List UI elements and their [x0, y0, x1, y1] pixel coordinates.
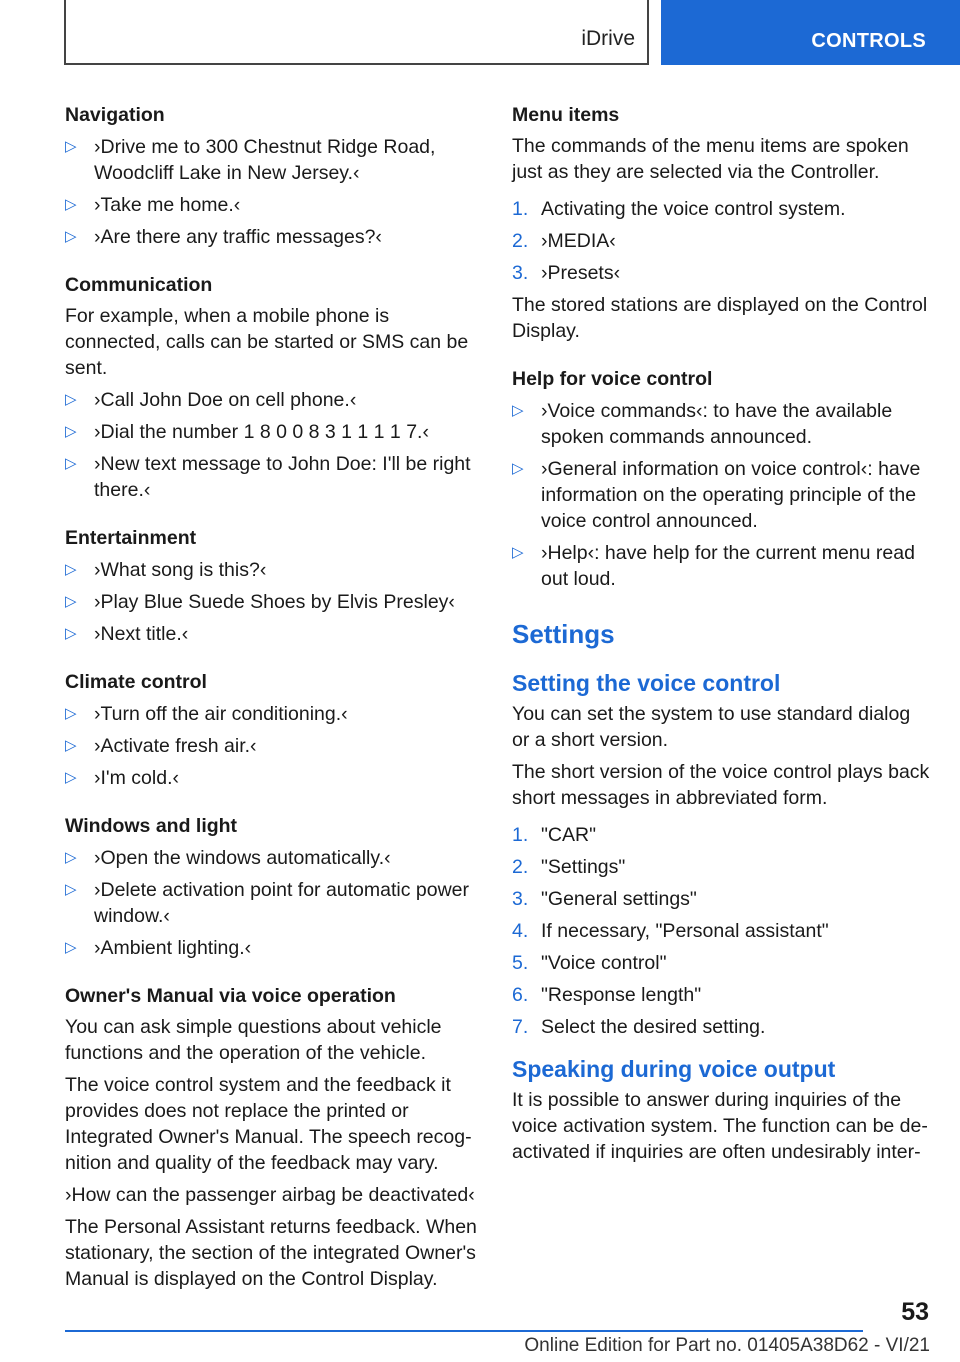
climate-heading: Climate control	[65, 671, 207, 693]
speaking-heading: Speaking during voice output	[512, 1056, 836, 1082]
help-heading: Help for voice control	[512, 368, 713, 390]
list-item: ▷ ›Dial the number 1 8 0 0 8 3 1 1 1 1 7.‹	[65, 419, 485, 445]
list-item: ▷ ›Activate fresh air.‹	[65, 733, 485, 759]
list-item	[512, 228, 930, 254]
settings-paragraph: You can set the system to use standard dialog or a short version.	[512, 703, 911, 751]
list-item: ▷ ›Ambient lighting.‹	[65, 935, 485, 961]
step-number: 1.	[512, 198, 529, 220]
communication-text: For example, when a mobile phone is connected, calls can be started or SMS can be sent.	[65, 305, 469, 379]
list-item: ▷ ›New text message to John Doe: I'll be right there.‹	[65, 451, 485, 503]
list-item: ▷ ›Next title.‹	[65, 621, 485, 647]
step-text: "Voice control"	[541, 952, 667, 974]
manual-paragraph: You can ask simple questions about vehicle functions and the operation of the vehicle.	[65, 1016, 442, 1064]
settings-paragraph: The short version of the voice control plays back short messages in abbreviated form.	[512, 761, 930, 809]
footer-edition: Online Edition for Part no. 01405A38D62 - VI/21	[524, 1335, 930, 1356]
header-chapter-title: CONTROLS	[811, 30, 926, 52]
list-item	[512, 918, 930, 944]
list-item	[512, 822, 930, 848]
list-item	[512, 886, 930, 912]
manual-example-command: ›How can the passenger airbag be deactivated‹	[65, 1184, 475, 1206]
list-item: ▷ ›Voice commands‹: to have the available spoken commands announced.	[512, 398, 930, 450]
step-text: If necessary, "Personal assistant"	[541, 920, 829, 942]
step-number: 1.	[512, 824, 529, 846]
manual-paragraph: The Personal Assistant returns feedback. When stationary, the section of the integrated Owner's Manual is displayed on the Control Display.	[65, 1216, 477, 1290]
navigation-heading: Navigation	[65, 104, 165, 126]
list-item: ▷ ›Are there any traffic messages?‹	[65, 224, 485, 250]
list-item	[512, 1014, 930, 1040]
step-text: "CAR"	[541, 824, 597, 846]
step-number: 2.	[512, 856, 529, 878]
list-item: ▷ ›Open the windows automatically.‹	[65, 845, 485, 871]
navigation-list	[65, 134, 485, 250]
right-column	[512, 102, 930, 1165]
step-number: 3.	[512, 262, 529, 284]
step-text: Activating the voice control system.	[541, 198, 846, 220]
step-text: Select the desired setting.	[541, 1016, 766, 1038]
page-number: 53	[901, 1298, 929, 1326]
manual-paragraph: The voice control system and the feedback it provides does not replace the printed or Integrated Owner's Manual. The speech recognition and quality of the feedback may vary.	[65, 1074, 472, 1174]
left-column	[65, 102, 485, 1292]
header-section-box	[64, 0, 649, 65]
step-number: 4.	[512, 920, 529, 942]
entertainment-list	[65, 557, 485, 647]
header-chapter-box	[661, 0, 960, 65]
step-text: "Response length"	[541, 984, 702, 1006]
footer-divider	[65, 1330, 863, 1332]
list-item: ▷ ›Delete activation point for automatic power window.‹	[65, 877, 485, 929]
step-number: 5.	[512, 952, 529, 974]
settings-heading: Settings	[512, 619, 615, 649]
step-text: "General settings"	[541, 888, 697, 910]
list-item	[512, 854, 930, 880]
list-item	[512, 950, 930, 976]
settings-steps-list	[512, 822, 930, 1040]
menu-items-heading: Menu items	[512, 104, 620, 126]
menu-after-text: The stored stations are displayed on the Control Display.	[512, 294, 928, 342]
step-text: ›Presets‹	[541, 262, 621, 284]
communication-heading: Communication	[65, 274, 213, 296]
step-number: 6.	[512, 984, 529, 1006]
windows-list	[65, 845, 485, 961]
manual-heading: Owner's Manual via voice operation	[65, 985, 396, 1007]
entertainment-heading: Entertainment	[65, 527, 197, 549]
list-item	[512, 982, 930, 1008]
list-item: ▷ ›General information on voice control‹: have information on the operating principle of the voice control announced.	[512, 456, 930, 534]
list-item: ▷ ›I'm cold.‹	[65, 765, 485, 791]
climate-list	[65, 701, 485, 791]
step-number: 2.	[512, 230, 529, 252]
list-item: ▷ ›Take me home.‹	[65, 192, 485, 218]
help-list	[512, 398, 930, 592]
communication-list	[65, 387, 485, 503]
menu-steps-list	[512, 196, 930, 286]
list-item: ▷ ›Call John Doe on cell phone.‹	[65, 387, 485, 413]
menu-items-text: The commands of the menu items are spoken just as they are selected via the Controller.	[512, 135, 909, 183]
step-number: 3.	[512, 888, 529, 910]
step-number: 7.	[512, 1016, 529, 1038]
list-item: ▷ ›What song is this?‹	[65, 557, 485, 583]
speaking-text: It is possible to answer during inquiries of the voice activation system. The function can be deactivated if inquiries are often undesirably inter-	[512, 1089, 928, 1163]
step-text: "Settings"	[541, 856, 626, 878]
list-item: ▷ ›Play Blue Suede Shoes by Elvis Presley‹	[65, 589, 485, 615]
setting-voice-control-heading: Setting the voice control	[512, 670, 781, 696]
list-item	[512, 196, 930, 222]
header-section-title: iDrive	[581, 27, 635, 50]
windows-heading: Windows and light	[65, 815, 238, 837]
list-item	[512, 260, 930, 286]
step-text: ›MEDIA‹	[541, 230, 616, 252]
list-item: ▷ ›Turn off the air conditioning.‹	[65, 701, 485, 727]
list-item: ▷ ›Drive me to 300 Chestnut Ridge Road, Woodcliff Lake in New Jersey.‹	[65, 134, 485, 186]
list-item: ▷ ›Help‹: have help for the current menu read out loud.	[512, 540, 930, 592]
